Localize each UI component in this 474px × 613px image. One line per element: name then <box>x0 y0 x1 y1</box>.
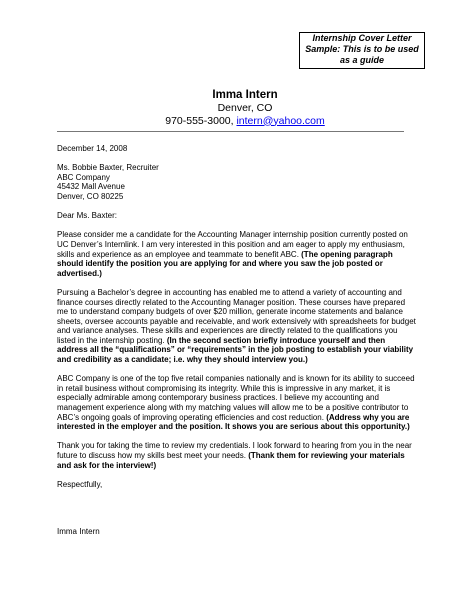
sender-email-link[interactable]: intern@yahoo.com <box>236 114 325 127</box>
closing: Respectfully, <box>57 479 103 489</box>
guide-line-1: Internship Cover Letter <box>312 33 412 43</box>
salutation: Dear Ms. Baxter: <box>57 211 118 221</box>
paragraph-4-text: Thank you for taking the time to review my credentials. I look forward to hearing from you in the near future to discuss how my skills best meet your needs. <box>57 441 412 460</box>
paragraph-3 <box>57 374 417 432</box>
letter-date: December 14, 2008 <box>57 144 128 153</box>
paragraph-2-note: (In the second section briefly introduce yourself and then address all the “qualifications” or “requirements” in the job posting to establish your viability and credibility as a candidate; i.e. why they should interview you.) <box>57 335 414 365</box>
paragraph-1-note: (The opening paragraph should identify the position you are applying for and where you saw the job posted or advertised.) <box>57 249 393 278</box>
sender-phone: 970-555-3000, <box>165 114 234 127</box>
letterhead <box>100 89 390 127</box>
header-divider <box>57 131 404 132</box>
paragraph-2-text: Pursuing a Bachelor’s degree in accounting has enabled me to attend a variety of accounting and finance courses directly related to the Accounting Manager position. These courses have prepared me to understand company budgets of over $20 million, generate income statements and balance sheets, oversee accounts payable and receivable, and work extensively with spreadsheets for budget and variance analyses. These skills and experiences are directly related to the qualifications you listed in the internship posting. <box>57 287 416 345</box>
recipient-city: Denver, CO 80225 <box>57 191 124 201</box>
paragraph-1-text: Please consider me a candidate for the Accounting Manager internship position currently posted on UC Denver’s Internlink. I am very interested in this position and am eager to apply my enthusiasm, skills and experience as an employee and teammate to benefit ABC. <box>57 230 408 259</box>
sender-name: Imma Intern <box>212 89 278 101</box>
letter-body <box>57 144 417 537</box>
recipient-street: 45432 Mall Avenue <box>57 182 125 192</box>
paragraph-1 <box>57 230 417 278</box>
paragraph-3-note: (Address why you are interested in the employer and the position. It shows you are serious about this opportunity.) <box>57 412 410 432</box>
paragraph-3-text: ABC Company is one of the top five retail companies nationally and is known for its ability to succeed in retail business without compromising its integrity. While this is impressive in any market, it is especially admirable among contemporary business practices. I believe my accounting and management experience along with my matching values will allow me to be a positive contributor to ABC’s ongoing goals of improving operating efficiencies and cost reduction. <box>57 374 415 422</box>
guide-line-2: Sample: This is to be used <box>305 44 419 54</box>
sender-contact <box>100 115 390 128</box>
paragraph-4 <box>57 441 417 470</box>
paragraph-4-note: (Thank them for reviewing your materials and ask for the interview!) <box>57 451 405 470</box>
guide-line-3: as a guide <box>339 55 384 65</box>
signature-name: Imma Intern <box>57 527 100 537</box>
guide-note-box <box>299 32 425 69</box>
recipient-company: ABC Company <box>57 172 110 182</box>
sender-city: Denver, CO <box>217 102 273 114</box>
recipient-name: Ms. Bobbie Baxter, Recruiter <box>57 163 159 173</box>
paragraph-2 <box>57 288 417 365</box>
